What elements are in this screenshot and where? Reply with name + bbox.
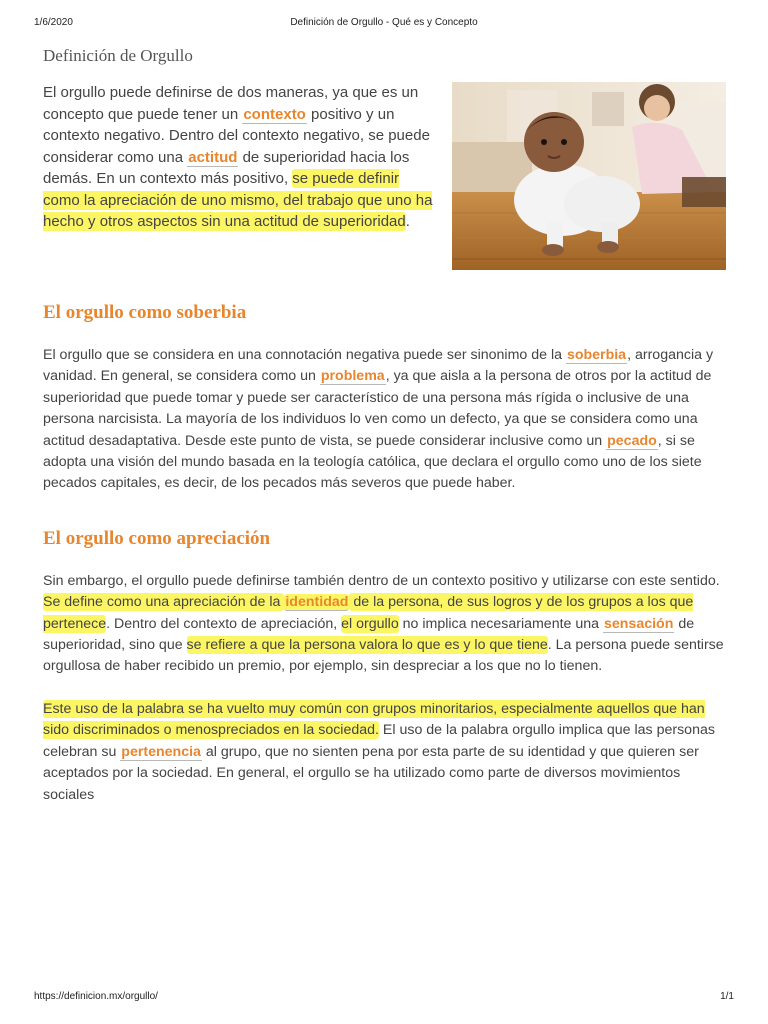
paragraph-text: de superioridad, sino que <box>43 615 695 654</box>
paragraph-text: . La persona puede sentirse orgullosa de haber recibido un premio, por ejemplo, sin despreciar a los que no lo tienen. <box>43 637 724 675</box>
paragraph-text: El orgullo que se considera en una connotación negativa puede ser sinonimo de la <box>43 347 566 363</box>
paragraph-text: no implica necesariamente una <box>398 615 603 632</box>
link-soberbia[interactable]: soberbia <box>566 347 627 363</box>
paragraph-text: , ya que aisla a la persona de otros por la actitud de superioridad que puede tomar y puede ser característico de una persona más rígida o inclusive de una persona narcisista. La mayoría de los individuos lo ven como un defecto, ya que se considera como una actitud desadaptativa. Desde este punto de vista, se puede considerar inclusive como un <box>43 368 712 449</box>
link-identidad[interactable]: identidad <box>285 594 349 611</box>
print-url[interactable]: https://definicion.mx/orgullo/ <box>34 991 158 1002</box>
print-title: Definición de Orgullo - Qué es y Concepto <box>290 17 478 28</box>
link-sensacion[interactable]: sensación <box>603 615 674 632</box>
highlighted-text: se refiere a que la persona valora lo que es y lo que tiene <box>186 637 548 654</box>
highlighted-text: Este uso de la palabra se ha vuelto muy común con grupos minoritarios, especialmente aquellos que han sido discriminados o menospreciados en la sociedad. <box>43 700 705 739</box>
photo-illustration <box>452 82 726 270</box>
baby-crawling-photo <box>452 82 726 270</box>
section-soberbia-paragraph <box>43 345 727 495</box>
link-contexto[interactable]: contexto <box>243 105 306 123</box>
paragraph-text: , si se adopta una visión del mundo basada en la teología católica, que declara el orgullo como uno de los siete pecados capitales, es decir, de los pecados más severos que puede haber. <box>43 432 702 492</box>
paragraph-text: El uso de la palabra orgullo implica que las personas celebran su <box>43 722 715 760</box>
page-title: Definición de Orgullo <box>43 46 193 65</box>
print-date: 1/6/2020 <box>34 17 73 28</box>
paragraph-text: al grupo, que no sienten pena por esta parte de su identidad y que quieren ser aceptados por la sociedad. En general, el orgullo se ha utilizado como parte de diversos movimientos sociales <box>43 743 699 803</box>
intro-block <box>43 82 727 272</box>
page-number: 1/1 <box>720 991 734 1002</box>
link-pecado[interactable]: pecado <box>607 432 657 449</box>
paragraph-text: Sin embargo, el orgullo puede definirse también dentro de un contexto positivo y utilizarse con este sentido. <box>43 572 720 589</box>
paragraph-text: , arrogancia y vanidad. En general, se considera como un <box>43 347 714 385</box>
intro-text: positivo y un contexto negativo. Dentro del contexto negativo, se puede considerar como una <box>43 105 430 166</box>
section-heading-soberbia: El orgullo como soberbia <box>43 302 247 323</box>
highlighted-text: se puede definir como la apreciación de uno mismo, del trabajo que uno ha hecho y otros aspectos sin una actitud de superioridad <box>43 170 433 230</box>
link-actitud[interactable]: actitud <box>188 148 238 166</box>
intro-paragraph <box>43 82 438 233</box>
print-footer <box>34 991 734 1005</box>
highlighted-text: el orgullo <box>341 615 399 632</box>
section-apreciacion-paragraph-1 <box>43 571 727 678</box>
intro-text: El orgullo puede definirse de dos maneras, ya que es un concepto que puede tener un <box>43 84 419 123</box>
intro-text: de superioridad hacia los demás. En un contexto más positivo, <box>43 148 410 187</box>
section-heading-apreciacion: El orgullo como apreciación <box>43 527 271 549</box>
highlighted-text: de la persona, de sus logros y de los grupos a los que pertenece <box>43 594 694 632</box>
link-pertenencia[interactable]: pertenencia <box>121 743 201 760</box>
paragraph-text: . Dentro del contexto de apreciación, <box>106 615 342 632</box>
article <box>43 40 727 806</box>
section-apreciacion-paragraph-2 <box>43 699 727 806</box>
print-header <box>34 17 734 31</box>
intro-text: . <box>405 213 410 230</box>
link-problema[interactable]: problema <box>320 368 385 385</box>
highlighted-text: Se define como una apreciación de la <box>43 594 285 611</box>
